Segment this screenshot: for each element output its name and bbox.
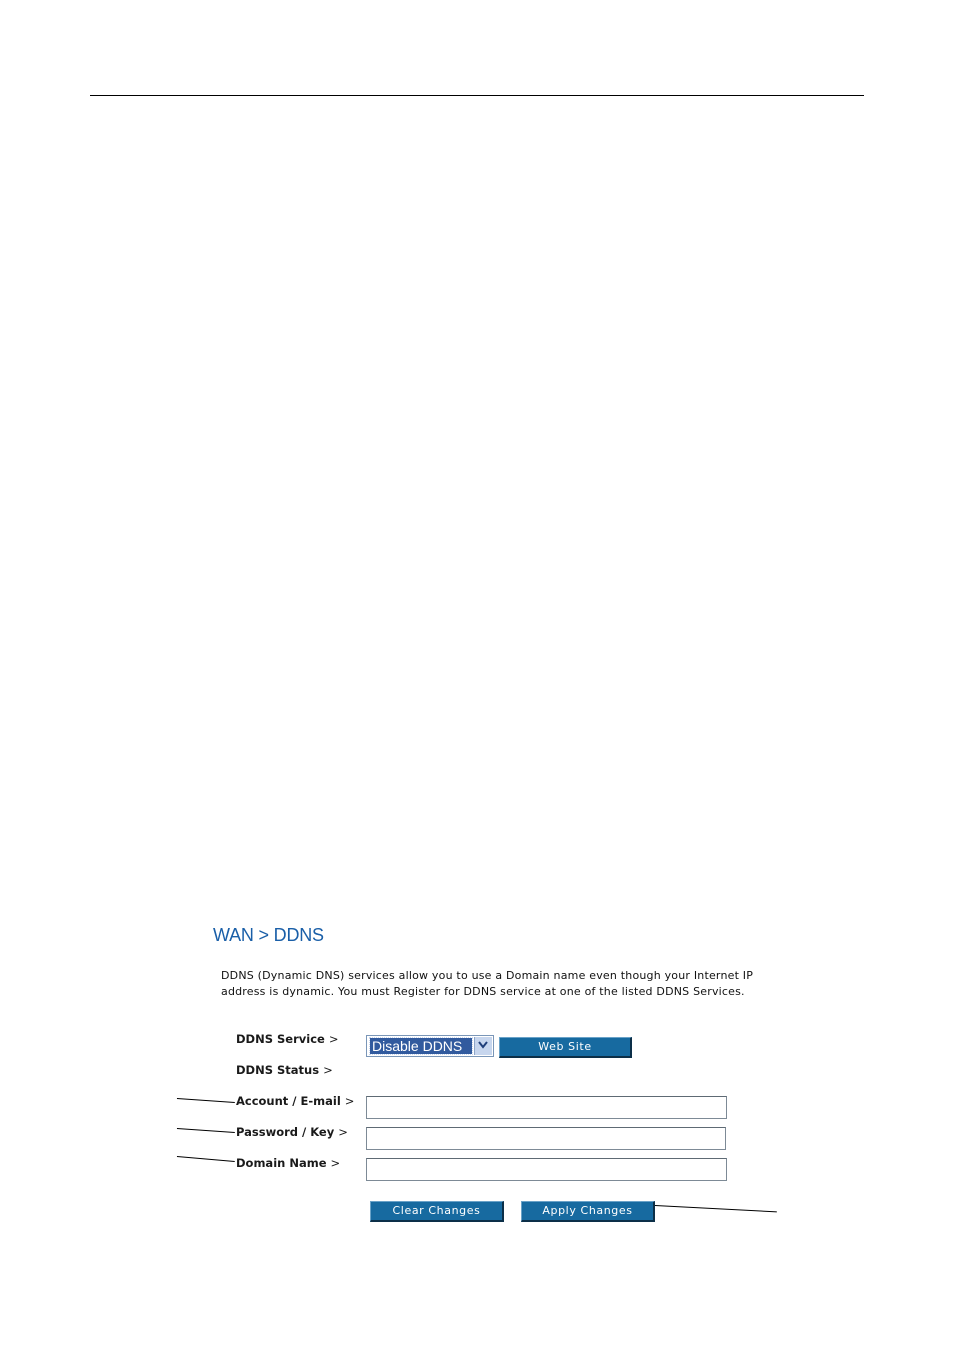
- ddns-service-selected-value: Disable DDNS: [370, 1038, 472, 1054]
- ddns-service-select[interactable]: [366, 1035, 494, 1057]
- header-rule: [90, 95, 864, 96]
- password-key-input[interactable]: [366, 1127, 726, 1150]
- domain-name-input[interactable]: [366, 1158, 727, 1181]
- chevron-down-icon[interactable]: [474, 1037, 492, 1055]
- callout-line-apply: [655, 1205, 777, 1212]
- account-label: Account / E-mail >: [236, 1094, 355, 1108]
- password-label: Password / Key >: [236, 1125, 348, 1139]
- callout-line-domain: [177, 1156, 235, 1162]
- domain-name-label: Domain Name >: [236, 1156, 341, 1170]
- page-title: WAN > DDNS: [213, 925, 324, 945]
- clear-changes-button[interactable]: Clear Changes: [370, 1201, 504, 1222]
- ddns-description: DDNS (Dynamic DNS) services allow you to use a Domain name even though your Internet IP address is dynamic. You must Register for DDNS service at one of the listed DDNS Services.: [221, 969, 754, 998]
- ddns-service-label: DDNS Service >: [236, 1032, 339, 1046]
- callout-line-password: [177, 1128, 235, 1133]
- web-site-button[interactable]: Web Site: [499, 1037, 632, 1058]
- callout-line-account: [177, 1098, 235, 1103]
- ddns-status-label: DDNS Status >: [236, 1063, 333, 1077]
- account-email-input[interactable]: [366, 1096, 727, 1119]
- apply-changes-button[interactable]: Apply Changes: [521, 1201, 655, 1222]
